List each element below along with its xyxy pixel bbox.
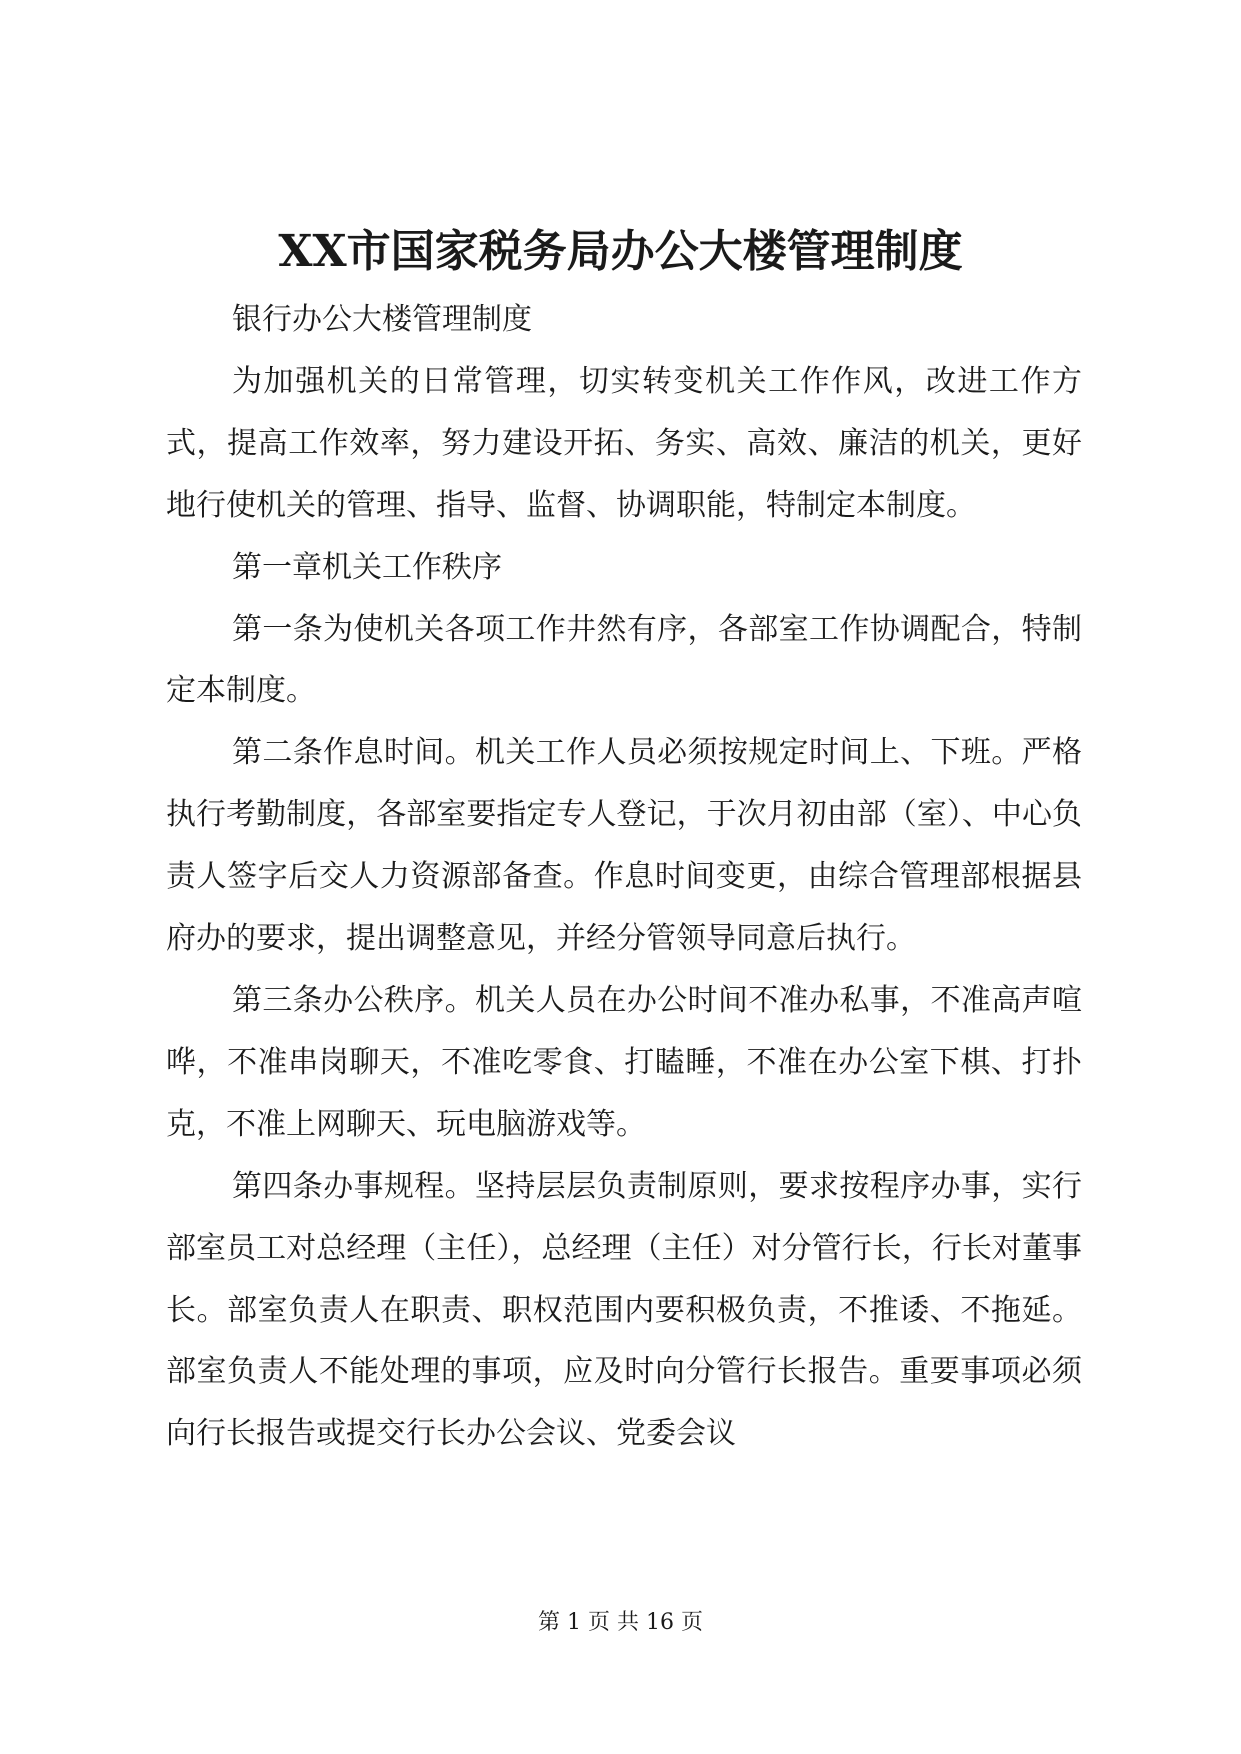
paragraph-subtitle: 银行办公大楼管理制度 xyxy=(232,302,532,337)
page-footer: 第 1 页 共 16 页 xyxy=(538,1610,703,1635)
document-title: XX市国家税务局办公大楼管理制度 xyxy=(278,226,963,277)
article-1: 第一条为使机关各项工作井然有序，各部室工作协调配合，特制定本制度。 xyxy=(166,611,1082,709)
chapter-heading: 第一章机关工作秩序 xyxy=(232,549,502,585)
paragraph-intro: 为加强机关的日常管理，切实转变机关工作作风，改进工作方式，提高工作效率，努力建设开拓、务实、高效、廉洁的机关，更好地行使机关的管理、指导、监督、协调职能，特制定本制度。 xyxy=(166,363,1082,523)
article-3: 第三条办公秩序。机关人员在办公时间不准办私事，不准高声喧哗，不准串岗聊天，不准吃零食、打瞌睡，不准在办公室下棋、打扑克，不准上网聊天、玩电脑游戏等。 xyxy=(166,982,1082,1142)
article-2: 第二条作息时间。机关工作人员必须按规定时间上、下班。严格执行考勤制度，各部室要指定专人登记，于次月初由部（室）、中心负责人签字后交人力资源部备查。作息时间变更，由综合管理部根据县府办的要求，提出调整意见，并经分管领导同意后执行。 xyxy=(166,735,1082,957)
article-4: 第四条办事规程。坚持层层负责制原则，要求按程序办事，实行部室员工对总经理（主任），总经理（主任）对分管行长，行长对董事长。部室负责人在职责、职权范围内要积极负责，不推诿、不拖延。部室负责人不能处理的事项，应及时向分管行长报告。重要事项必须向行长报告或提交行长办公会议、党委会议 xyxy=(166,1168,1082,1452)
document-body xyxy=(166,289,1082,1465)
